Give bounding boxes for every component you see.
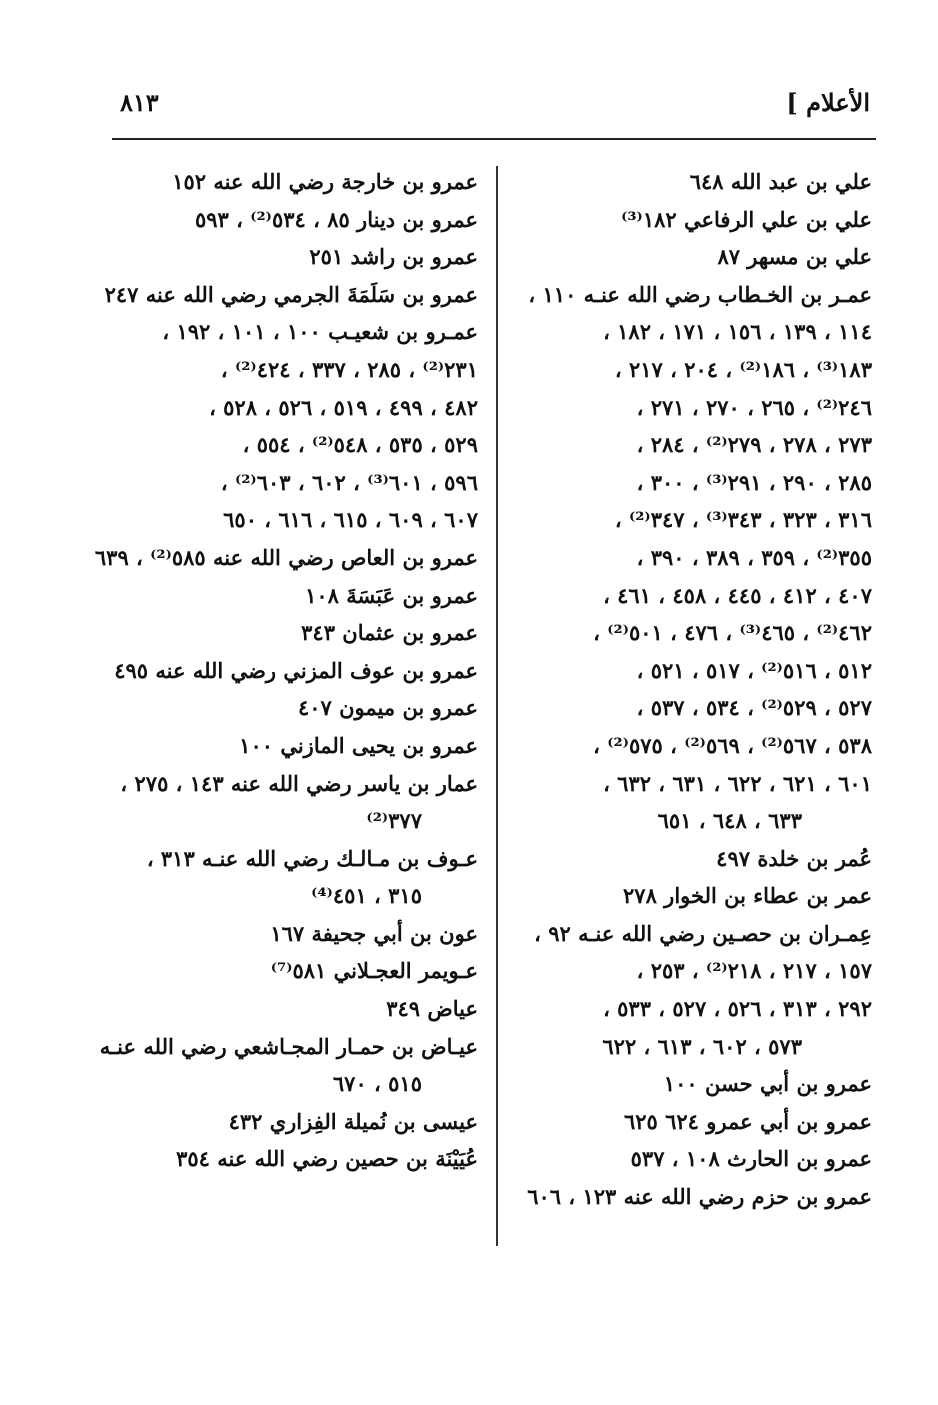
entry-line: عمرو بن دينار ٨٥ ، ٥٣٤⁽²⁾ ، ٥٩٣	[194, 206, 478, 232]
entry-line: ٥٣٨ ، ٥٦٧⁽²⁾ ، ٥٦٩⁽²⁾ ، ٥٧٥⁽²⁾ ،	[593, 732, 872, 758]
entry-line: ٣١٥ ، ٤٥١⁽⁴⁾	[311, 883, 422, 909]
index-entry	[118, 163, 478, 201]
entry-line: ٢٨٥ ، ٢٩٠ ، ٢٩١⁽³⁾ ، ٣٠٠ ،	[636, 469, 872, 495]
entry-line: عمرو بن العاص رضي الله عنه ٥٨٥⁽²⁾ ، ٦٣٩	[94, 544, 478, 570]
index-entry	[99, 1028, 478, 1103]
index-entry	[118, 313, 478, 539]
entry-line: ٣٧٧⁽²⁾	[366, 808, 422, 834]
entry-line: ٢٩٢ ، ٣١٣ ، ٥٢٦ ، ٥٢٧ ، ٥٣٣ ،	[603, 996, 872, 1022]
entry-line: ١٥٧ ، ٢١٧ ، ٢١٨⁽²⁾ ، ٢٥٣ ،	[636, 958, 872, 984]
index-entry	[118, 1103, 478, 1141]
entry-line: عمرو بن راشد ٢٥١	[309, 244, 478, 270]
entry-line: ٢٤٦⁽²⁾ ، ٢٦٥ ، ٢٧٠ ، ٢٧١ ،	[636, 394, 872, 420]
entry-line: عمـر بن الخـطاب رضي الله عنـه ١١٠ ،	[528, 281, 872, 307]
index-entry	[507, 915, 872, 1065]
entry-line: عمرو بن الحارث ١٠٨ ، ٥٣٧	[630, 1146, 872, 1172]
entry-line: عُيَيْنَة بن حصين رضي الله عنه ٣٥٤	[176, 1146, 478, 1172]
entry-line: ٥١٢ ، ٥١٦⁽²⁾ ، ٥١٧ ، ٥٢١ ،	[636, 657, 872, 683]
index-entry	[118, 614, 478, 652]
index-entry	[118, 990, 478, 1028]
index-entry	[507, 1065, 872, 1103]
entry-line: ٦٣٣ ، ٦٤٨ ، ٦٥١	[657, 808, 802, 834]
header-rule	[112, 138, 876, 140]
entry-line: ٥٩٦ ، ٦٠١⁽³⁾ ، ٦٠٢ ، ٦٠٣⁽²⁾ ،	[220, 469, 478, 495]
index-entry	[118, 915, 478, 953]
index-entry	[507, 163, 872, 201]
entry-line: ٤٠٧ ، ٤١٢ ، ٤٤٥ ، ٤٥٨ ، ٤٦١ ،	[603, 582, 872, 608]
entry-line: عمـرو بن شعيـب ١٠٠ ، ١٠١ ، ١٩٢ ،	[162, 319, 478, 345]
index-entry	[94, 539, 478, 577]
index-entry	[118, 689, 478, 727]
entry-line: عمرو بن عثمان ٣٤٣	[301, 620, 478, 646]
index-entry	[507, 238, 872, 276]
entry-line: ٣٥٥⁽²⁾ ، ٣٥٩ ، ٣٨٩ ، ٣٩٠ ،	[636, 544, 872, 570]
entry-line: عمرو بن عَبَسَةَ ١٠٨	[305, 582, 478, 608]
entry-line: عمرو بن سَلَمَةَ الجرمي رضي الله عنه ٢٤٧	[104, 281, 478, 307]
index-entry	[507, 1103, 872, 1141]
entry-line: ٣١٦ ، ٣٢٣ ، ٣٤٣⁽³⁾ ، ٣٤٧⁽²⁾ ،	[614, 507, 872, 533]
entry-line: عون بن أبي جحيفة ١٦٧	[270, 920, 478, 946]
entry-line: ٢٧٣ ، ٢٧٨ ، ٢٧٩⁽²⁾ ، ٢٨٤ ،	[636, 432, 872, 458]
entry-line: ٤٨٢ ، ٤٩٩ ، ٥١٩ ، ٥٢٦ ، ٥٢٨ ،	[209, 394, 478, 420]
entry-line: عمرو بن أبي حسن ١٠٠	[663, 1071, 872, 1097]
index-entry	[104, 276, 478, 314]
entry-line: عمرو بن يحيى المازني ١٠٠	[239, 732, 478, 758]
entry-line: عمر بن عطاء بن الخوار ٢٧٨	[623, 883, 872, 909]
entry-line: عمرو بن أبي عمرو ٦٢٤ ٦٢٥	[623, 1108, 872, 1134]
index-column-right	[507, 163, 872, 1216]
entry-line: عِمـران بن حصـين رضي الله عنـه ٩٢ ،	[534, 920, 872, 946]
running-header-title: الأعلام ]	[786, 88, 870, 117]
page-number: ٨١٣	[120, 88, 159, 117]
entry-line: ٦٠١ ، ٦٢١ ، ٦٢٢ ، ٦٣١ ، ٦٣٢ ،	[603, 770, 872, 796]
index-entry	[118, 577, 478, 615]
entry-line: علي بن علي الرفاعي ١٨٢⁽³⁾	[621, 206, 872, 232]
index-column-left	[94, 163, 478, 1178]
index-entry	[118, 840, 478, 915]
entry-line: عمار بن ياسر رضي الله عنه ١٤٣ ، ٢٧٥ ،	[120, 770, 478, 796]
index-entry	[118, 201, 478, 239]
entry-line: علي بن مسهر ٨٧	[717, 244, 872, 270]
entry-line: عمرو بن خارجة رضي الله عنه ١٥٢	[172, 169, 478, 194]
index-entry	[118, 238, 478, 276]
index-entry	[118, 727, 478, 765]
index-entry	[118, 765, 478, 840]
entry-line: عـويمر العجـلاني ٥٨١⁽⁷⁾	[270, 958, 478, 984]
entry-line: عمرو بن حزم رضي الله عنه ١٢٣ ، ٦٠٦	[527, 1184, 872, 1210]
entry-line: عيـاض بن حمـار المجـاشعي رضي الله عنـه	[99, 1033, 478, 1059]
entry-line: ٦٠٧ ، ٦٠٩ ، ٦١٥ ، ٦١٦ ، ٦٥٠	[223, 507, 478, 533]
entry-line: عياض ٣٤٩	[386, 996, 478, 1022]
index-entry	[507, 877, 872, 915]
column-divider	[496, 166, 498, 1246]
index-entry	[118, 952, 478, 990]
entry-line: عمرو بن ميمون ٤٠٧	[297, 695, 478, 721]
entry-line: ٢٣١⁽²⁾ ، ٢٨٥ ، ٣٣٧ ، ٤٢٤⁽²⁾ ،	[220, 356, 478, 382]
entry-line: ١٨٣⁽³⁾ ، ١٨٦⁽²⁾ ، ٢٠٤ ، ٢١٧ ،	[614, 356, 872, 382]
entry-line: عيسى بن نُميلة الفِزاري ٤٣٢	[228, 1108, 478, 1134]
index-entry	[118, 1140, 478, 1178]
index-entry	[507, 1178, 872, 1216]
entry-line: عمرو بن عوف المزني رضي الله عنه ٤٩٥	[114, 657, 478, 683]
entry-line: ٥٢٧ ، ٥٢٩⁽²⁾ ، ٥٣٤ ، ٥٣٧ ،	[636, 695, 872, 721]
index-entry	[114, 652, 478, 690]
entry-line: عـوف بن مـالـك رضي الله عنـه ٣١٣ ،	[146, 845, 478, 871]
entry-line: ٥٢٩ ، ٥٣٥ ، ٥٤٨⁽²⁾ ، ٥٥٤ ،	[242, 432, 478, 458]
entry-line: عُمر بن خلدة ٤٩٧	[716, 845, 872, 871]
index-entry	[507, 276, 872, 840]
index-entry	[507, 840, 872, 878]
entry-line: ٥١٥ ، ٦٧٠	[332, 1071, 422, 1097]
entry-line: ١١٤ ، ١٣٩ ، ١٥٦ ، ١٧١ ، ١٨٢ ،	[603, 319, 872, 345]
index-entry	[507, 1140, 872, 1178]
index-entry	[507, 201, 872, 239]
entry-line: علي بن عبد الله ٦٤٨	[689, 169, 872, 194]
entry-line: ٥٧٣ ، ٦٠٢ ، ٦١٣ ، ٦٢٢	[602, 1033, 802, 1059]
entry-line: ٤٦٢⁽²⁾ ، ٤٦٥⁽³⁾ ، ٤٧٦ ، ٥٠١⁽²⁾ ،	[593, 620, 872, 646]
